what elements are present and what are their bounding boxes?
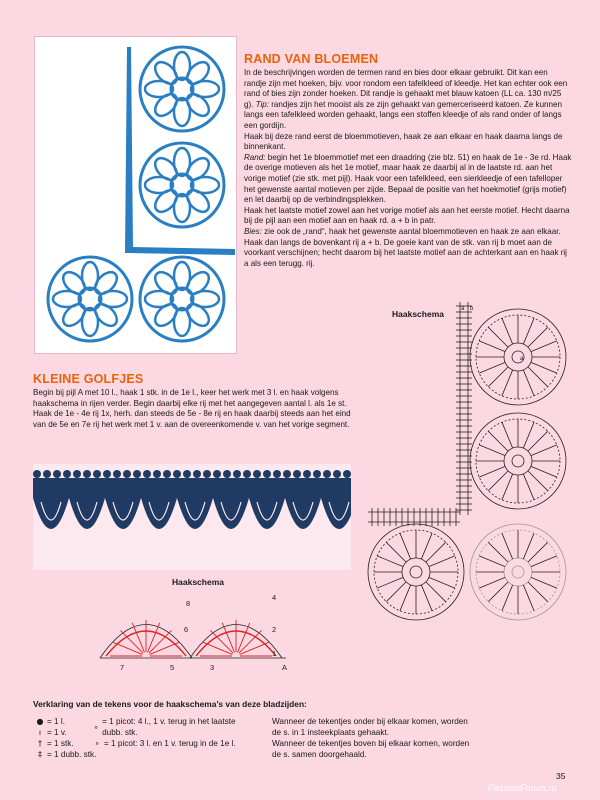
picot-stk-symbol: ∘ xyxy=(94,739,100,748)
paragraph xyxy=(244,206,572,227)
legend-note: Wanneer de tekentjes onder bij elkaar komen, worden de s. in 1 insteekplaats gehaakt. xyxy=(272,717,468,737)
legend-note: Wanneer de tekentjes boven bij elkaar komen, worden de s. samen doorgehaald. xyxy=(272,739,470,759)
flower-motif-diagram xyxy=(360,300,592,672)
picot xyxy=(203,470,211,478)
stitch-mark xyxy=(479,556,505,567)
text-run: randjes zijn het mooist als ze zijn gehaakt van gemerceriseerd katoen. Ze kunnen langs een tafelkleed worden gehaakt, langs een stoffen kleedje of als rand onder of langs een gordijn. xyxy=(244,99,562,130)
stitch-mark xyxy=(488,367,508,387)
chart-number: b xyxy=(470,306,474,312)
legend-text: = 1 l. xyxy=(47,717,65,726)
treble-crochet-symbol: ‡ xyxy=(38,750,42,759)
picot xyxy=(333,470,341,478)
stitch-mark xyxy=(502,474,513,500)
picot xyxy=(33,470,41,478)
scallop xyxy=(141,498,177,529)
italic-label: Tip: xyxy=(255,99,269,109)
watermark: PassionForum.ru xyxy=(488,783,557,793)
stitch-mark xyxy=(479,362,505,373)
stitch-mark xyxy=(377,577,403,588)
chart-number: 6 xyxy=(184,625,189,634)
flower-motif xyxy=(140,47,224,131)
picot xyxy=(343,470,351,478)
stitch-mark xyxy=(523,533,534,559)
chart-number: a xyxy=(461,306,465,312)
picot xyxy=(143,470,151,478)
scallop xyxy=(105,498,141,529)
stitch-mark xyxy=(400,585,411,611)
section-rand-van-bloemen xyxy=(244,52,572,269)
stitch-mark xyxy=(426,542,446,562)
stitch-mark xyxy=(523,474,534,500)
text-run: In de beschrijvingen worden de termen rand en bies door elkaar gebruikt. Dit kan een randje zijn met hoeken, bijv. voor rondom een tafelkleed of kleedje. Het kan echter ook een rand of bies zijn zonder hoeken. Dit randje is gehaakt met blauw katoen (LL ca. 130 m/25 g). xyxy=(244,68,568,109)
legend-column xyxy=(33,716,96,760)
picot xyxy=(323,470,331,478)
paragraph xyxy=(244,227,572,269)
text-run: begin het 1e bloemmotief met een draadring (zie blz. 51) en haak de 1e - 3e rd. Haak de overige motieven als het 1e motief, maar haak ze daarbij al in de laatste rd. aan het vorige motief (zie stk. met pijl). Haak voor een tafelkleed, een sierkleedje of een tafelloper het gewenste aantal motieven per zijde. Bepaal de positie van het hoekmotief (grijs motief) en let daarbij op de verbindingsplekken. xyxy=(244,152,572,205)
stitch-mark xyxy=(523,370,534,396)
stitch-mark xyxy=(479,341,505,352)
legend-column xyxy=(272,716,472,760)
italic-label: Rand: xyxy=(244,152,266,162)
stitch-mark xyxy=(531,362,557,373)
picot xyxy=(43,470,51,478)
picot xyxy=(243,470,251,478)
page-number: 35 xyxy=(556,771,566,781)
legend-text: = 1 dubb. stk. xyxy=(47,750,97,759)
chart-number: 3 xyxy=(210,663,215,672)
stitch-mark xyxy=(400,533,411,559)
paragraph xyxy=(244,132,572,153)
legend-item xyxy=(33,727,96,738)
stitch-mark xyxy=(528,327,548,347)
italic-label: Bies: xyxy=(244,226,262,236)
stitch-mark xyxy=(528,367,548,387)
chart-number: 2 xyxy=(272,625,277,634)
stitch-mark xyxy=(488,582,508,602)
stitch-mark xyxy=(528,431,548,451)
stitch-mark xyxy=(386,582,406,602)
legend-text: = 1 picot: 4 l., 1 v. terug in het laatste dubb. stk. xyxy=(102,717,236,737)
picot xyxy=(303,470,311,478)
chart-number: 7 xyxy=(120,663,125,672)
legend-item xyxy=(33,716,96,727)
picot xyxy=(223,470,231,478)
stitch-mark xyxy=(386,542,406,562)
stitch-mark xyxy=(488,471,508,491)
picot xyxy=(93,470,101,478)
stitch-mark xyxy=(523,422,534,448)
stitch-mark xyxy=(528,471,548,491)
picot xyxy=(73,470,81,478)
section-title: KLEINE GOLFJES xyxy=(33,372,144,386)
stitch-mark xyxy=(502,585,513,611)
picot xyxy=(293,470,301,478)
flower-motif-chart xyxy=(360,300,592,672)
stitch-mark xyxy=(502,318,513,344)
picot xyxy=(253,470,261,478)
legend-text: = 1 v. xyxy=(47,728,67,737)
chart-number: A xyxy=(282,663,288,672)
wave-diagram xyxy=(96,586,296,676)
legend-text: = 1 picot: 3 l. en 1 v. terug in de 1e l. xyxy=(104,739,236,748)
chain-stitch-symbol: ● xyxy=(36,717,44,726)
stitch-mark xyxy=(528,542,548,562)
stitch-mark xyxy=(426,582,446,602)
section-kleine-golfjes xyxy=(33,372,353,430)
stitch-mark xyxy=(528,582,548,602)
scallop xyxy=(33,498,69,529)
stitch-mark xyxy=(421,533,432,559)
flower-motif xyxy=(140,257,224,341)
wave-edging-illustration xyxy=(33,464,351,570)
stitch-mark xyxy=(479,466,505,477)
stitch-mark xyxy=(479,445,505,456)
picot xyxy=(193,470,201,478)
picot xyxy=(103,470,111,478)
flower-motif xyxy=(140,143,224,227)
scallop xyxy=(69,498,105,529)
picot-symbol: ∘ xyxy=(93,722,99,732)
scallop xyxy=(321,498,351,529)
picot xyxy=(173,470,181,478)
stitch-mark xyxy=(531,341,557,352)
picot xyxy=(273,470,281,478)
scallop xyxy=(213,498,249,529)
stitch-mark xyxy=(488,327,508,347)
stitch-mark xyxy=(531,466,557,477)
stitch-mark xyxy=(377,556,403,567)
chart-number: 4 xyxy=(272,593,277,602)
section-body xyxy=(33,388,353,430)
flower-motif xyxy=(48,257,132,341)
chart-label: Haakschema xyxy=(172,577,224,587)
wave-chart xyxy=(96,586,296,676)
chart-number: 8 xyxy=(186,599,191,608)
stitch-mark xyxy=(429,577,455,588)
picot xyxy=(83,470,91,478)
text-run: Haak bij deze rand eerst de bloemmotieven, haak ze aan elkaar en haak daarna langs de binnenkant. xyxy=(244,131,563,152)
stitch-mark xyxy=(531,556,557,567)
legend-item xyxy=(90,716,250,738)
picot xyxy=(153,470,161,478)
picot xyxy=(233,470,241,478)
paragraph xyxy=(244,68,572,132)
chart-number: a xyxy=(520,356,524,362)
picot xyxy=(63,470,71,478)
stitch-mark xyxy=(502,422,513,448)
picot xyxy=(113,470,121,478)
picot xyxy=(123,470,131,478)
legend-title: Verklaring van de tekens voor de haakschema’s van deze bladzijden: xyxy=(33,699,307,709)
scallop xyxy=(177,498,213,529)
wave-edging-photo xyxy=(33,464,351,570)
chart-number: 5 xyxy=(170,663,175,672)
picot xyxy=(183,470,191,478)
picot xyxy=(163,470,171,478)
stitch-mark xyxy=(429,556,455,567)
picot xyxy=(133,470,141,478)
stitch-mark xyxy=(479,577,505,588)
picot xyxy=(313,470,321,478)
text-run: Begin bij pijl A met 10 l., haak 1 stk. in de 1e l., keer het werk met 3 l. en haak volgens haakschema in rijen verder. Begin daarbij elke rij met het aangegeven aantal l. als 1e st. Haak de 1e - 4e rij 1x, herh. dan steeds de 5e - 8e rij en haak daarbij steeds aan het eind van de 5e en 7e rij het werk met 1 v. aan de overeenkomende v. van het vorige segment. xyxy=(33,388,351,429)
stitch-mark xyxy=(531,445,557,456)
stitch-mark xyxy=(488,542,508,562)
picot xyxy=(213,470,221,478)
slip-stitch-symbol: ı xyxy=(38,728,42,737)
legend-item xyxy=(33,749,96,760)
text-run: zie ook de „rand“, haak het gewenste aantal bloemmotieven en haak ze aan elkaar. Haak dan langs de bovenkant rij a + b. De goeie kant van de stk. van rij b moet aan de voorkant verschijnen; hecht daarom bij het laatste motief aan de achterkant aan en haak rij a als een terugg. rij. xyxy=(244,226,567,268)
stitch-mark xyxy=(421,585,432,611)
legend-text: = 1 stk. xyxy=(47,739,74,748)
stitch-mark xyxy=(488,431,508,451)
scallop xyxy=(249,498,285,529)
scallop xyxy=(285,498,321,529)
stitch-mark xyxy=(502,533,513,559)
picot xyxy=(263,470,271,478)
stitch-mark xyxy=(523,585,534,611)
flower-edging-photo xyxy=(34,36,237,354)
legend-item xyxy=(33,738,96,749)
legend-item xyxy=(90,738,250,749)
stitch-mark xyxy=(531,577,557,588)
stitch-mark xyxy=(502,370,513,396)
section-title: RAND VAN BLOEMEN xyxy=(244,52,379,66)
section-body xyxy=(244,68,572,269)
paragraph xyxy=(244,153,572,206)
stitch-mark xyxy=(523,318,534,344)
chart-number: 1 xyxy=(272,649,277,658)
legend-column xyxy=(90,716,250,749)
text-run: Haak het laatste motief zowel aan het vorige motief als aan het eerste motief. Hecht daarna bij de pijl aan een motief aan en haak rd. a + b in patr. xyxy=(244,205,570,226)
double-crochet-symbol: † xyxy=(38,739,42,748)
paragraph xyxy=(33,388,353,430)
picot xyxy=(283,470,291,478)
flower-edging-illustration xyxy=(35,37,236,353)
picot xyxy=(53,470,61,478)
chart-label: Haakschema xyxy=(392,309,444,319)
